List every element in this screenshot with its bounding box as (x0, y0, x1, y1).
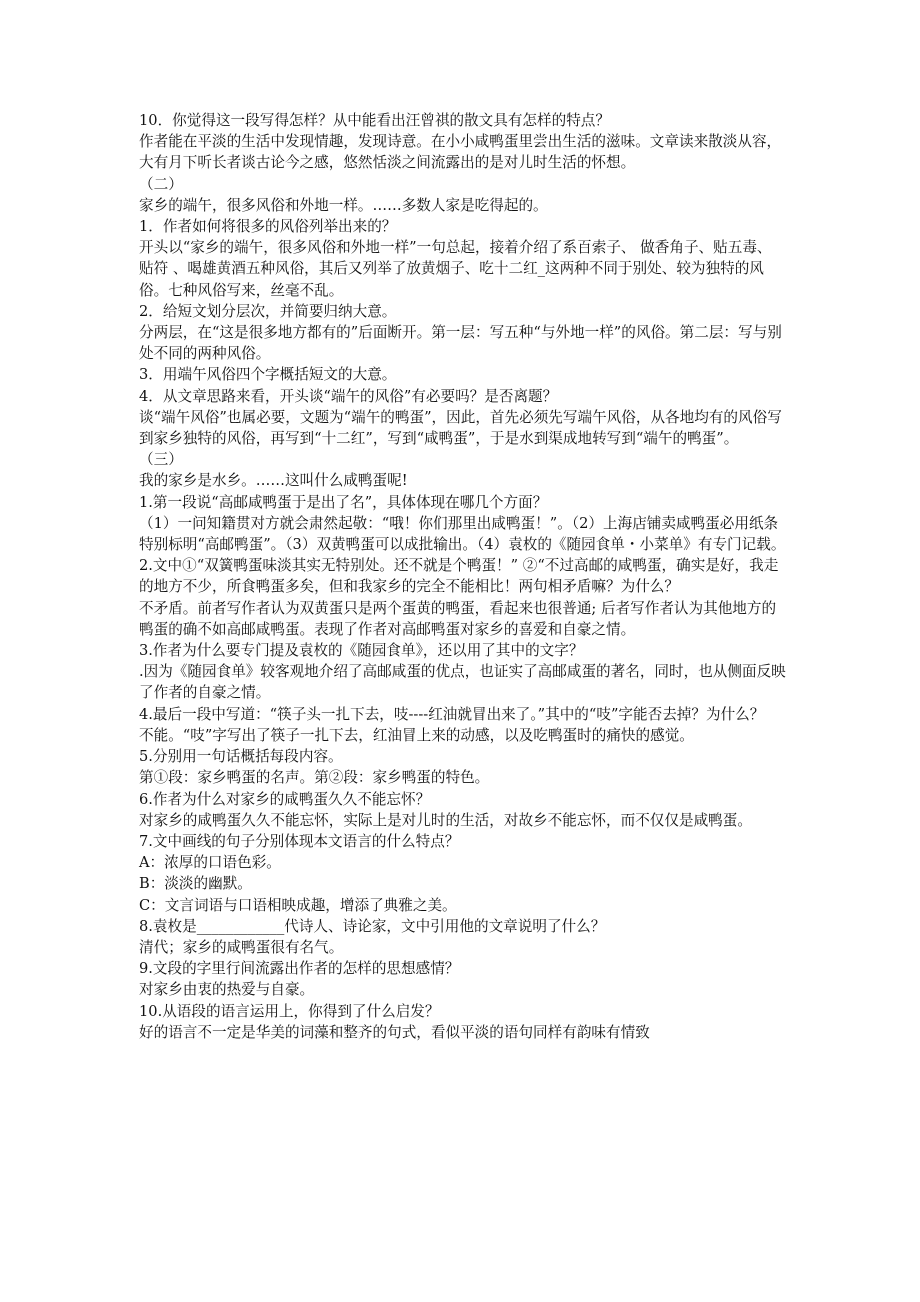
answer-3-5: 第①段：家乡鸭蛋的名声。第②段：家乡鸭蛋的特色。 (139, 769, 490, 787)
answer-10: 作者能在平淡的生活中发现情趣，发现诗意。在小小咸鸭蛋里尝出生活的滋味。文章读来散淡从容，大有月下听长者谈古论今之感，悠然恬淡之间流露出的是对儿时生活的怀想。 (139, 133, 782, 172)
question-3-7: 7.文中画线的句子分别体现本文语言的什么特点？ (139, 832, 460, 850)
question-3-8: 8.袁枚是____________代诗人、诗论家，文中引用他的文章说明了什么？ (139, 917, 606, 935)
answer-3-7-b: B：淡淡的幽默。 (139, 875, 252, 893)
passage-excerpt-3: 我的家乡是水乡。……这叫什么咸鸭蛋呢! (139, 472, 408, 490)
document-page (139, 110, 789, 1043)
answer-3-7-a: A：浓厚的口语色彩。 (139, 854, 281, 872)
question-2-3: 3．用端午风俗四个字概括短文的大意。 (139, 366, 397, 384)
answer-3-3: .因为《随园食单》较客观地介绍了高邮咸蛋的优点，也证实了高邮咸蛋的著名，同时，也从侧面反映了作者的自豪之情。 (139, 663, 786, 702)
question-3-10: 10.从语段的语言运用上，你得到了什么启发？ (139, 1002, 440, 1020)
question-3-3: 3.作者为什么要专门提及袁枚的《随园食单》，还以用了其中的文字？ (139, 642, 584, 660)
answer-2-4: 谈“端午风俗”也属必要，文题为“端午的鸭蛋”，因此，首先必须先写端午风俗，从各地均有的风俗写到家乡独特的风俗，再写到“十二红”，写到“咸鸭蛋”，于是水到渠成地转写到“端午的鸭蛋”。 (139, 408, 782, 448)
question-2-2: 2．给短文划分层次，并简要归纳大意。 (139, 302, 397, 320)
question-3-5: 5.分别用一句话概括每段内容。 (139, 748, 343, 766)
question-2-1: 1．作者如何将很多的风俗列举出来的？ (139, 218, 397, 236)
question-3-2: 2.文中①“双簧鸭蛋味淡其实无特别处。还不就是个鸭蛋！” ②“不过高邮的咸鸭蛋，确实是好，我走的地方不少，所食鸭蛋多矣，但和我家乡的完全不能相比！两句相矛盾嘛？为什么？ (139, 557, 779, 596)
question-3-6: 6.作者为什么对家乡的咸鸭蛋久久不能忘怀？ (139, 790, 431, 808)
answer-3-4: 不能。“吱”字写出了筷子一扎下去，红油冒上来的动感，以及吃鸭蛋时的痛快的感觉。 (139, 726, 694, 744)
section-heading-2: （二） (139, 175, 183, 193)
answer-3-6: 对家乡的咸鸭蛋久久不能忘怀，实际上是对儿时的生活，对故乡不能忘怀，而不仅仅是咸鸭蛋。 (139, 811, 752, 829)
answer-3-10: 好的语言不一定是华美的词藻和整齐的句式，看似平淡的语句同样有韵味有情致 (139, 1023, 650, 1041)
answer-3-8: 清代；家乡的咸鸭蛋很有名气。 (139, 938, 344, 956)
answer-2-1: 开头以“家乡的端午，很多风俗和外地一样”一句总起，接着介绍了系百索子、 做香角子、贴五毒、 贴符 、喝雄黄酒五种风俗，其后又列举了放黄烟子、吃十二红_这两种不同于别处、较为独特的风俗。七种风俗写来，丝毫不乱。 (139, 239, 777, 299)
passage-excerpt-2: 家乡的端午，很多风俗和外地一样。……多数人家是吃得起的。 (139, 196, 548, 214)
answer-3-2: 不矛盾。前者写作者认为双黄蛋只是两个蛋黄的鸭蛋，看起来也很普通; 后者写作者认为其他地方的鸭蛋的确不如高邮咸鸭蛋。表现了作者对高邮鸭蛋对家乡的喜爱和自豪之情。 (139, 599, 777, 638)
answer-3-7-c: C：文言词语与口语相映成趣，增添了典雅之美。 (139, 896, 457, 914)
question-3-1: 1.第一段说“高邮咸鸭蛋于是出了名”，具体体现在哪几个方面？ (139, 493, 548, 511)
question-3-9: 9.文段的字里行间流露出作者的怎样的思想感情？ (139, 960, 460, 978)
question-3-4: 4.最后一段中写道：“筷子头一扎下去，吱----红油就冒出来了。”其中的“吱”字能否去掉？为什么？ (139, 705, 765, 723)
section-heading-3: （三） (139, 451, 183, 469)
answer-2-2: 分两层，在“这是很多地方都有的”后面断开。第一层：写五种“与外地一样”的风俗。第二层：写与别处不同的两种风俗。 (139, 324, 782, 363)
question-10: 10．你觉得这一段写得怎样？从中能看出汪曾祺的散文具有怎样的特点？ (139, 112, 610, 129)
answer-3-1: （1）一问知籍贯对方就会肃然起敬：“哦！你们那里出咸鸭蛋！”。（2）上海店铺卖咸鸭蛋必用纸条特别标明“高邮鸭蛋”。（3）双黄鸭蛋可以成批输出。（4）袁枚的《随园食单・小菜单》有专门记载。 (139, 514, 786, 554)
answer-3-9: 对家乡由衷的热爱与自豪。 (139, 981, 315, 999)
question-2-4: 4．从文章思路来看，开头谈“端午的风俗”有必要吗？是否离题？ (139, 387, 558, 405)
